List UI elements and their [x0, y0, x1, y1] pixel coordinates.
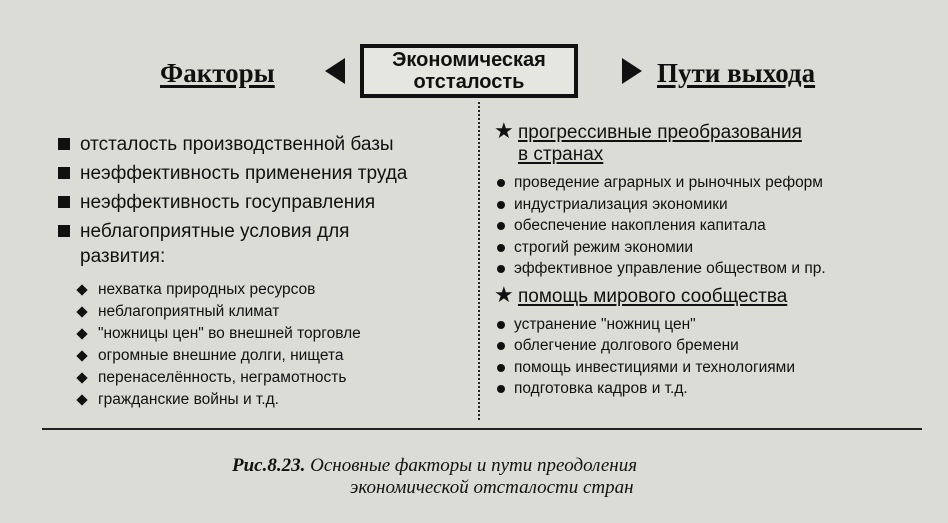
central-concept-line1: Экономическая — [392, 49, 546, 71]
factor-text: отсталость производственной базы — [80, 134, 394, 155]
sub-factor-item — [78, 279, 468, 301]
sub-factor-item — [78, 323, 468, 345]
way-item — [494, 335, 934, 357]
sub-factor-item — [78, 345, 468, 367]
left-arrow-icon — [325, 58, 345, 84]
diamond-bullet-icon — [76, 328, 87, 339]
way-item — [494, 194, 934, 216]
way-title-line2: в странах — [518, 144, 604, 165]
way-item-text: подготовка кадров и т.д. — [514, 380, 688, 397]
way-item-text: устранение "ножниц цен" — [514, 315, 696, 333]
way-item — [494, 172, 934, 194]
dot-bullet-icon — [497, 201, 505, 209]
diamond-bullet-icon — [76, 350, 87, 361]
way-item-text: помощь инвестициями и технологиями — [514, 358, 795, 376]
factor-item — [58, 132, 468, 157]
factor-text: неэффективность применения труда — [80, 163, 408, 184]
way-group-items — [494, 172, 934, 280]
ways-out-list — [494, 118, 934, 406]
sub-factors-list — [58, 279, 468, 411]
sub-factor-item — [78, 367, 468, 389]
dot-bullet-icon — [497, 222, 505, 230]
way-group-items — [494, 314, 934, 400]
central-concept-line2: отсталость — [413, 71, 525, 93]
caption-line2: экономической отсталости стран — [350, 477, 634, 498]
way-item — [494, 314, 934, 336]
factor-item-conditions — [58, 219, 468, 269]
caption-line1: Основные факторы и пути преодоления — [310, 455, 638, 476]
way-item-text: эффективное управление обществом и пр. — [514, 260, 826, 277]
factor-text-continued: развития: — [80, 246, 166, 267]
sub-factor-item — [78, 301, 468, 323]
way-item-text: облегчение долгового бремени — [514, 337, 739, 354]
way-item — [494, 378, 934, 400]
square-bullet-icon — [58, 138, 70, 150]
way-item — [494, 357, 934, 379]
dot-bullet-icon — [497, 342, 505, 350]
caption-label: Рис.8.23. — [232, 455, 306, 476]
dot-bullet-icon — [497, 265, 505, 273]
sub-factor-item — [78, 389, 468, 411]
factors-heading: Факторы — [160, 58, 275, 88]
star-icon: ★ — [494, 118, 514, 143]
sub-factor-text: огромные внешние долги, нищета — [98, 347, 344, 364]
diamond-bullet-icon — [76, 284, 87, 295]
way-item-text: обеспечение накопления капитала — [514, 217, 766, 234]
way-item-text: строгий режим экономии — [514, 238, 694, 256]
sub-factor-text: "ножницы цен" во внешней торговле — [98, 325, 361, 342]
vertical-divider — [478, 102, 480, 420]
way-group-title — [494, 281, 934, 308]
factor-text: неблагоприятные условия для — [80, 221, 350, 242]
factors-list — [58, 132, 468, 411]
central-concept-box — [360, 44, 578, 98]
dot-bullet-icon — [497, 364, 505, 372]
square-bullet-icon — [58, 225, 70, 237]
figure-caption — [232, 455, 792, 499]
square-bullet-icon — [58, 167, 70, 179]
square-bullet-icon — [58, 196, 70, 208]
horizontal-rule — [42, 428, 922, 430]
factor-item — [58, 161, 468, 186]
way-group-title — [494, 118, 934, 166]
sub-factor-text: перенаселённость, неграмотность — [98, 369, 347, 386]
diamond-bullet-icon — [76, 372, 87, 383]
way-title-line1: помощь мирового сообщества — [518, 285, 788, 307]
dot-bullet-icon — [497, 179, 505, 187]
sub-factor-text: неблагоприятный климат — [98, 303, 280, 320]
ways-out-heading: Пути выхода — [657, 58, 816, 88]
factor-text: неэффективность госуправления — [80, 192, 376, 213]
way-item — [494, 258, 934, 280]
sub-factor-text: гражданские войны и т.д. — [98, 391, 279, 408]
dot-bullet-icon — [497, 321, 505, 329]
diamond-bullet-icon — [76, 394, 87, 405]
way-title-line1: прогрессивные преобразования — [518, 122, 802, 143]
way-item — [494, 237, 934, 259]
dot-bullet-icon — [497, 244, 505, 252]
way-item-text: проведение аграрных и рыночных реформ — [514, 174, 823, 191]
factor-item — [58, 190, 468, 215]
dot-bullet-icon — [497, 385, 505, 393]
right-arrow-icon — [622, 58, 642, 84]
way-item-text: индустриализация экономики — [514, 195, 728, 213]
star-icon: ★ — [494, 281, 514, 307]
sub-factor-text: нехватка природных ресурсов — [98, 281, 316, 298]
way-item — [494, 215, 934, 237]
diamond-bullet-icon — [76, 306, 87, 317]
